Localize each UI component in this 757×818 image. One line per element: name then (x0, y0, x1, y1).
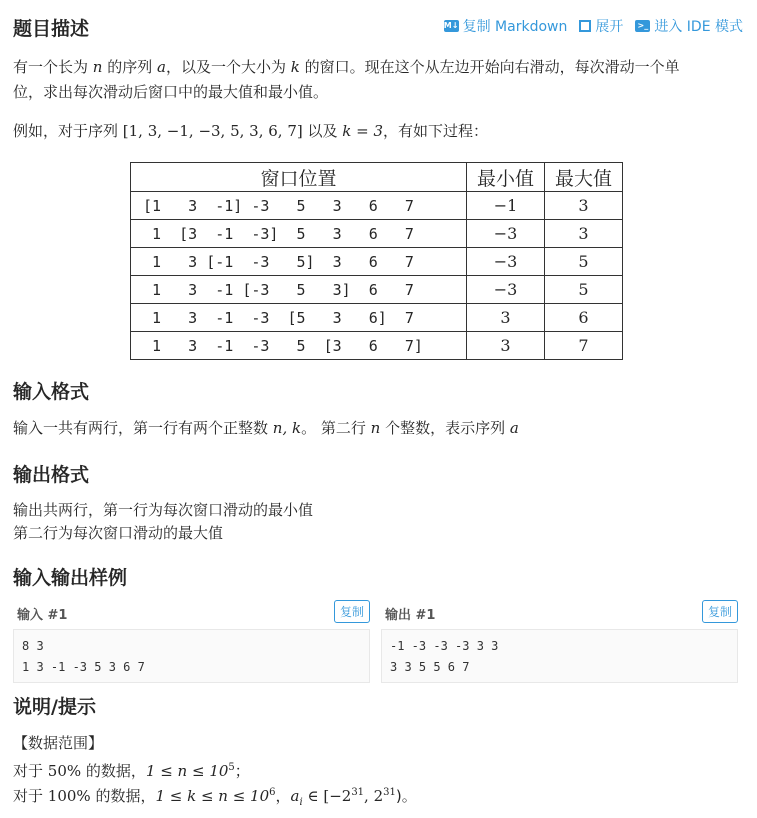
section-title-samples: 输入输出样例 (13, 567, 128, 589)
sample-input-label: 输入 #1 (17, 608, 68, 623)
description-line-1: 有一个长为 n 的序列 a，以及一个大小为 k 的窗口。现在这个从左边开始向右滑动，每次滑动一个单 (13, 58, 680, 76)
cell-max: 5 (545, 248, 623, 276)
ide-mode-button[interactable]: >_ 进入 IDE 模式 (635, 16, 743, 36)
table-header-row (131, 163, 623, 192)
expand-icon (579, 20, 591, 32)
cell-max: 3 (545, 192, 623, 220)
table-row (131, 220, 623, 248)
description-line-2: 位，求出每次滑动后窗口中的最大值和最小值。 (13, 83, 329, 101)
cell-max: 5 (545, 276, 623, 304)
cell-min: 3 (467, 304, 545, 332)
input-format-text: 输入一共有两行，第一行有两个正整数 n, k。 第二行 n 个整数，表示序列 a (13, 419, 519, 437)
cell-min: −3 (467, 248, 545, 276)
cell-max: 7 (545, 332, 623, 360)
sample-input-content: 8 3 1 3 -1 -3 5 3 6 7 (13, 629, 370, 683)
table-row (131, 304, 623, 332)
table-row (131, 192, 623, 220)
section-title-description: 题目描述 (13, 18, 90, 40)
cell-position: 1 3 [-1 -3 5] 3 6 7 (131, 248, 467, 276)
cell-max: 3 (545, 220, 623, 248)
hint-line-2: 对于 100% 的数据，$1 \le k \le n \le 10^6$，$a_i$ ∈ [$-2^{31}$, $2^{31}$)。 (13, 787, 417, 808)
cell-position: 1 [3 -1 -3] 5 3 6 7 (131, 220, 467, 248)
sample-output-content: -1 -3 -3 -3 3 3 3 3 5 5 6 7 (381, 629, 738, 683)
section-title-input: 输入格式 (13, 381, 90, 403)
expand-button[interactable]: 展开 (579, 16, 623, 36)
cell-min: 3 (467, 332, 545, 360)
copy-markdown-button[interactable]: M↓ 复制 Markdown (443, 19, 568, 35)
table-row (131, 276, 623, 304)
hint-line-1: 对于 50% 的数据，$1 \le n \le 10^5$； (13, 762, 250, 780)
header-max: 最大值 (545, 163, 623, 192)
section-title-hint: 说明/提示 (13, 696, 96, 718)
copy-output-button[interactable]: 复制 (702, 600, 738, 623)
sample-output-label: 输出 #1 (385, 608, 436, 623)
cell-position: 1 3 -1 -3 5 [3 6 7] (131, 332, 467, 360)
cell-position: [1 3 -1] -3 5 3 6 7 (131, 192, 467, 220)
toolbar (444, 16, 743, 36)
window-table (130, 162, 623, 360)
table-row (131, 332, 623, 360)
example-line: 例如，对于序列 [1, 3, −1, −3, 5, 3, 6, 7] 以及 k = 3，有如下过程： (13, 122, 489, 140)
table-row (131, 248, 623, 276)
cell-min: −3 (467, 276, 545, 304)
terminal-icon: >_ (635, 20, 650, 32)
cell-position: 1 3 -1 [-3 5 3] 6 7 (131, 276, 467, 304)
output-format-line-2: 第二行为每次窗口滑动的最大值 (13, 524, 224, 542)
cell-min: −1 (467, 192, 545, 220)
header-min: 最小值 (467, 163, 545, 192)
section-title-output: 输出格式 (13, 464, 90, 486)
header-window-position: 窗口位置 (131, 163, 467, 192)
hint-range-label: 【数据范围】 (13, 734, 104, 752)
cell-min: −3 (467, 220, 545, 248)
copy-input-button[interactable]: 复制 (334, 600, 370, 623)
cell-max: 6 (545, 304, 623, 332)
markdown-icon: M↓ (443, 21, 459, 30)
cell-position: 1 3 -1 -3 [5 3 6] 7 (131, 304, 467, 332)
output-format-line-1: 输出共两行，第一行为每次窗口滑动的最小值 (13, 501, 314, 519)
